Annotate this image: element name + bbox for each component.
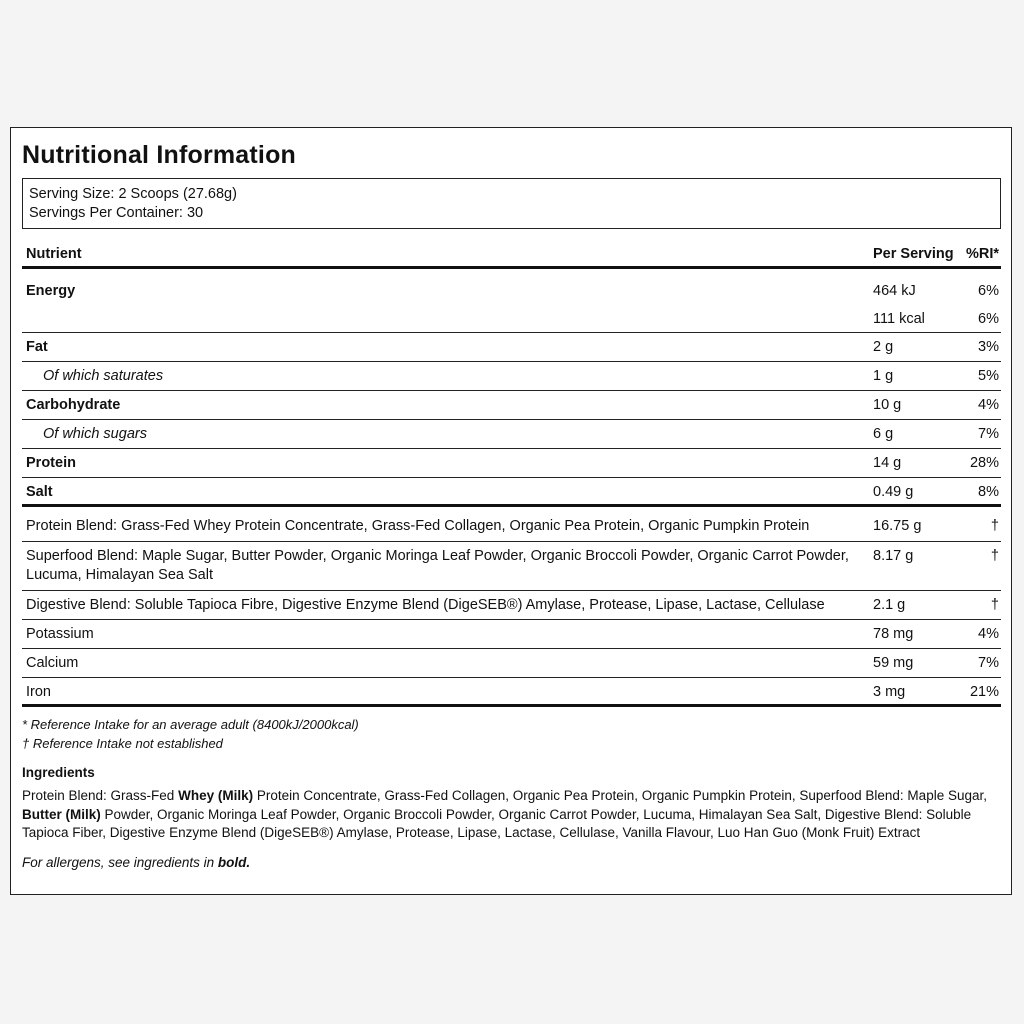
nutrient-value: 14 g <box>873 455 902 471</box>
nutrient-value: 6 g <box>873 426 894 442</box>
header-per-serving: Per Serving <box>873 246 954 262</box>
ingredients-part: Protein Concentrate, Grass-Fed Collagen, Organic Pea Protein, Organic Pumpkin Protein, Superfood Blend: Maple Sugar, <box>253 788 987 803</box>
servings-per-container: Servings Per Container: 30 <box>29 205 204 221</box>
energy-kj-ri: 6% <box>978 283 999 299</box>
ingredients-text <box>22 787 997 843</box>
table-row <box>22 649 1001 678</box>
table-row-energy <box>22 269 1001 333</box>
table-row <box>22 333 1001 362</box>
energy-kj: 464 kJ <box>873 283 916 299</box>
allergen-whey: Whey (Milk) <box>178 788 254 803</box>
mineral-ri: 21% <box>969 684 999 700</box>
table-row <box>22 620 1001 649</box>
table-row <box>22 362 1001 391</box>
energy-kcal: 111 kcal <box>873 311 925 327</box>
nutrient-label: Energy <box>26 283 76 299</box>
allergen-butter: Butter (Milk) <box>22 806 101 822</box>
table-header <box>22 233 1001 269</box>
nutrient-label: Of which sugars <box>43 426 147 442</box>
header-nutrient: Nutrient <box>26 246 82 262</box>
mineral-value: 59 mg <box>873 655 914 671</box>
nutrient-ri: 4% <box>978 397 999 413</box>
blend-ri: † <box>990 518 999 534</box>
nutrient-label: Protein <box>26 455 76 471</box>
blend-value: 2.1 g <box>873 597 906 613</box>
table-row <box>22 391 1001 420</box>
nutrient-ri: 7% <box>978 426 999 442</box>
nutrient-ri: 3% <box>978 339 999 355</box>
nutrient-label: Fat <box>26 339 48 355</box>
blend-label: Digestive Blend: Soluble Tapioca Fibre, Digestive Enzyme Blend (DigeSEB®) Amylase, Protease, Lipase, Lactase, Cellulase <box>26 597 825 613</box>
blend-ri: † <box>990 597 999 613</box>
mineral-ri: 7% <box>978 655 999 671</box>
page-title: Nutritional Information <box>22 141 297 169</box>
ingredients-part: Protein Blend: Grass-Fed <box>22 788 179 803</box>
table-row <box>22 449 1001 478</box>
nutrition-panel <box>10 127 1012 895</box>
nutrient-value: 10 g <box>873 397 902 413</box>
nutrition-table <box>22 233 1001 707</box>
footnotes <box>22 715 359 753</box>
allergen-note <box>22 855 250 870</box>
nutrient-value: 0.49 g <box>873 484 914 500</box>
nutrient-ri: 8% <box>978 484 999 500</box>
ingredients-heading: Ingredients <box>22 765 95 780</box>
table-row <box>22 591 1001 620</box>
blend-label: Protein Blend: Grass-Fed Whey Protein Concentrate, Grass-Fed Collagen, Organic Pea Protein, Organic Pumpkin Protein <box>26 518 810 534</box>
nutrient-value: 1 g <box>873 368 894 384</box>
mineral-label: Potassium <box>26 626 94 642</box>
blend-value: 16.75 g <box>873 518 922 534</box>
nutrient-label: Of which saturates <box>43 368 164 384</box>
energy-kcal-ri: 6% <box>978 311 999 327</box>
mineral-label: Calcium <box>26 655 79 671</box>
nutrient-label: Salt <box>26 484 53 500</box>
nutrient-value: 2 g <box>873 339 894 355</box>
header-ri: %RI* <box>965 246 999 262</box>
mineral-value: 3 mg <box>873 684 906 700</box>
table-row <box>22 507 1001 542</box>
serving-size: Serving Size: 2 Scoops (27.68g) <box>29 186 237 202</box>
blend-value: 8.17 g <box>873 548 914 564</box>
allergen-note-bold: bold. <box>217 855 251 870</box>
mineral-ri: 4% <box>978 626 999 642</box>
nutrient-ri: 28% <box>969 455 999 471</box>
nutrient-label: Carbohydrate <box>26 397 121 413</box>
table-row <box>22 542 1001 591</box>
blend-ri: † <box>990 548 999 564</box>
table-row <box>22 678 1001 707</box>
nutrient-ri: 5% <box>978 368 999 384</box>
mineral-value: 78 mg <box>873 626 914 642</box>
mineral-label: Iron <box>26 684 51 700</box>
allergen-note-text: For allergens, see ingredients in <box>22 855 218 870</box>
serving-box <box>22 178 1001 229</box>
blend-label: Superfood Blend: Maple Sugar, Butter Powder, Organic Moringa Leaf Powder, Organic Broccoli Powder, Organic Carrot Powder, Lucuma, Himalayan Sea Salt <box>26 548 849 583</box>
footnote-ri: * Reference Intake for an average adult (8400kJ/2000kcal) <box>22 717 359 732</box>
footnote-dagger: † Reference Intake not established <box>22 736 223 751</box>
table-row <box>22 420 1001 449</box>
table-row <box>22 478 1001 507</box>
ingredients-part: Powder, Organic Moringa Leaf Powder, Organic Broccoli Powder, Organic Carrot Powder, Lucuma, Himalayan Sea Salt, Digestive Blend: Soluble Tapioca Fiber, Digestive Enzyme Blend (DigeSEB®) Amylase, Protease, Lipase, Lactase, Cellulase, Vanilla Flavour, Luo Han Guo (Monk Fruit) Extract <box>22 806 972 840</box>
